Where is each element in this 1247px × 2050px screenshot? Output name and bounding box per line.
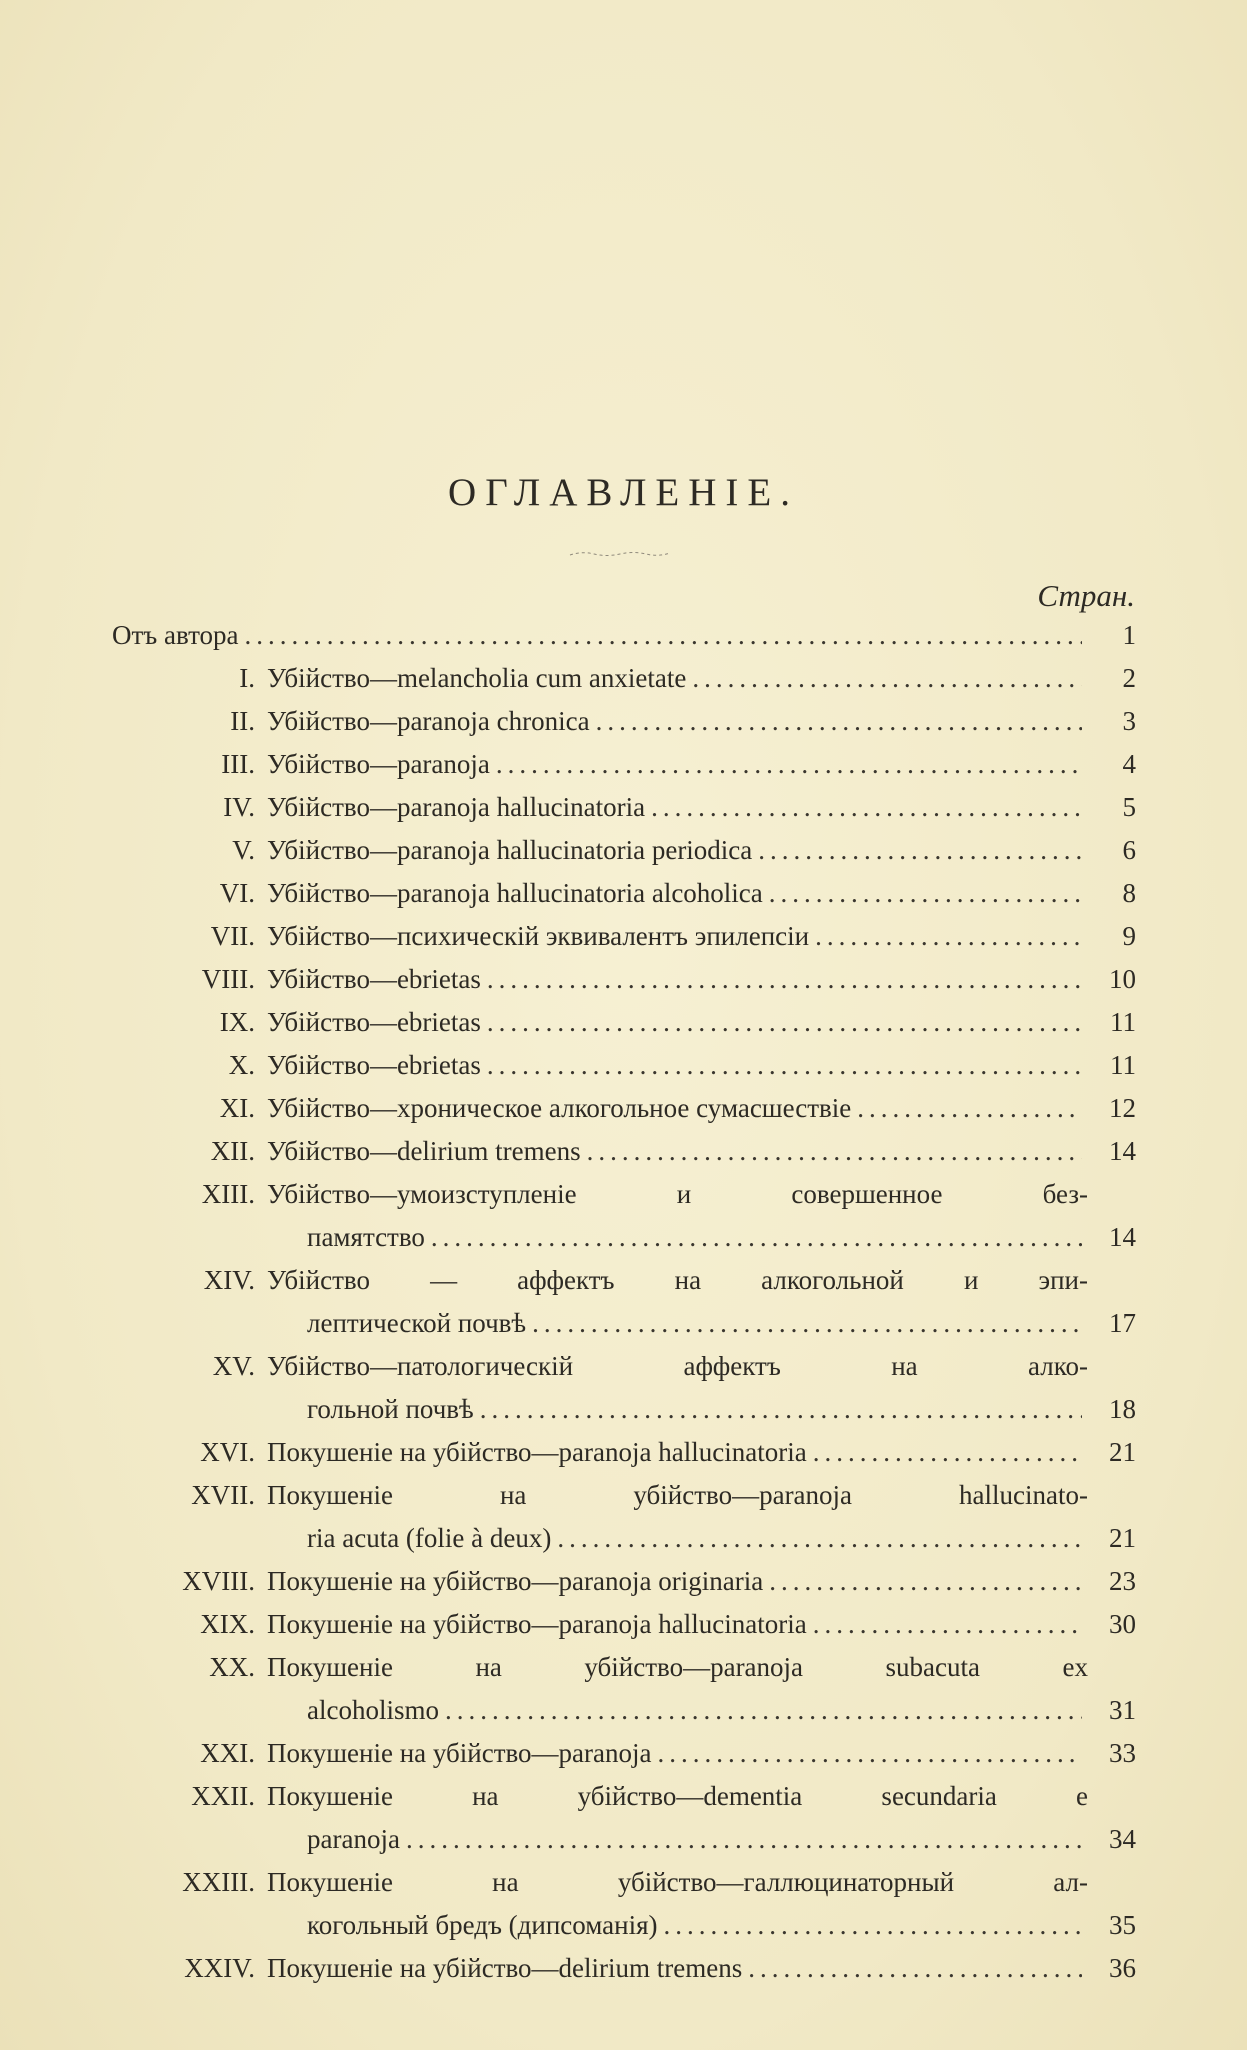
toc-entry: [112, 958, 1136, 1001]
page-number: 12: [1109, 1093, 1136, 1123]
entry-text-container: [267, 1947, 1088, 1990]
entry-text-container: [267, 1861, 1088, 1904]
entry-title: ria acuta (folie à deux): [307, 1523, 552, 1553]
entry-number: I.: [239, 663, 255, 693]
toc-entry: [112, 1388, 1136, 1431]
entry-title: Покушеніе на убійство—paranoja hallucinato-: [267, 1480, 1088, 1510]
page-number: 36: [1109, 1953, 1136, 1983]
page-number: 17: [1109, 1308, 1136, 1338]
dot-leader: [496, 743, 1082, 786]
entry-text-container: [267, 700, 1088, 743]
dot-leader: [557, 1517, 1082, 1560]
page-number: 10: [1109, 964, 1136, 994]
entry-title: Убійство—delirium tremens: [267, 1136, 581, 1166]
entry-number: XXI.: [200, 1738, 255, 1768]
entry-title: Покушеніе на убійство—delirium tremens: [267, 1953, 743, 1983]
page-number: 3: [1122, 706, 1136, 736]
toc-entry: [112, 1474, 1136, 1517]
entry-title: гольной почвѣ: [307, 1394, 474, 1424]
entry-text-container: [267, 1345, 1088, 1388]
toc-entry: [112, 1775, 1136, 1818]
toc-entry: [112, 614, 1136, 657]
dot-leader: [487, 1001, 1082, 1044]
dot-leader: [769, 1560, 1082, 1603]
entry-number: VII.: [210, 921, 255, 951]
entry-number: XV.: [212, 1351, 255, 1381]
entry-text-container: [267, 1904, 1088, 1947]
entry-title: Убійство — аффектъ на алкогольной и эпи-: [267, 1265, 1088, 1295]
toc-entry: [112, 1947, 1136, 1990]
entry-text-container: [267, 786, 1088, 829]
entry-number: V.: [232, 835, 255, 865]
entry-text-container: [267, 1001, 1088, 1044]
dot-leader: [658, 1732, 1083, 1775]
entry-text-container: [267, 872, 1088, 915]
entry-title: Убійство—ebrietas: [267, 964, 481, 994]
toc-entry: [112, 657, 1136, 700]
dot-leader: [813, 1603, 1082, 1646]
toc-entry: [112, 1560, 1136, 1603]
page-column-header: Стран.: [1037, 578, 1135, 613]
entry-title: Отъ автора: [112, 620, 239, 650]
entry-title: Убійство—психическій эквивалентъ эпилепсіи: [267, 921, 810, 951]
entry-text-container: [267, 1775, 1088, 1818]
entry-title: alcoholismo: [307, 1695, 439, 1725]
entry-title: Убійство—paranoja chronica: [267, 706, 590, 736]
entry-number: XIII.: [201, 1179, 255, 1209]
entry-title: Покушеніе на убійство—paranoja hallucinatoria: [267, 1437, 807, 1467]
entry-title: Покушеніе на убійство—paranoja: [267, 1738, 652, 1768]
entry-text-container: [267, 1646, 1088, 1689]
entry-title: Убійство—melancholia cum anxietate: [267, 663, 687, 693]
dot-leader: [815, 915, 1082, 958]
page-number: 5: [1122, 792, 1136, 822]
toc-entry: [112, 1732, 1136, 1775]
entry-number: XX.: [209, 1652, 255, 1682]
entry-number: III.: [221, 749, 255, 779]
dot-leader: [596, 700, 1082, 743]
entry-text-container: [267, 1173, 1088, 1216]
entry-title: Убійство—патологическій аффектъ на алко-: [267, 1351, 1088, 1381]
toc-entry: [112, 786, 1136, 829]
toc-entry: [112, 1861, 1136, 1904]
entry-text-container: [267, 743, 1088, 786]
entry-title: Убійство—paranoja hallucinatoria periodica: [267, 835, 753, 865]
page-number: 9: [1122, 921, 1136, 951]
toc-entry: [112, 1345, 1136, 1388]
page-number: 21: [1109, 1523, 1136, 1553]
entry-number: XXIV.: [184, 1953, 255, 1983]
entry-text-container: [267, 1130, 1088, 1173]
entry-text-container: [267, 958, 1088, 1001]
toc-entry: [112, 1431, 1136, 1474]
entry-number: IV.: [223, 792, 255, 822]
entry-text-container: [267, 1689, 1088, 1732]
entry-text-container: [267, 915, 1088, 958]
entry-title: Покушеніе на убійство—галлюцинаторный ал-: [267, 1867, 1088, 1897]
page-number: 34: [1109, 1824, 1136, 1854]
entry-number: XVI.: [200, 1437, 255, 1467]
dot-leader: [480, 1388, 1082, 1431]
entry-text-container: [267, 1603, 1088, 1646]
dot-leader: [487, 1044, 1082, 1087]
entry-text-container: [267, 1302, 1088, 1345]
toc-entry: [112, 915, 1136, 958]
toc-entry: [112, 1904, 1136, 1947]
dot-leader: [664, 1904, 1082, 1947]
page-number: 6: [1122, 835, 1136, 865]
entry-title: Покушеніе на убійство—paranoja subacuta ex: [267, 1652, 1088, 1682]
entry-text-container: [267, 1818, 1088, 1861]
page-title: ОГЛАВЛЕНІЕ.: [448, 471, 799, 514]
toc-entry: [112, 1044, 1136, 1087]
dot-leader: [487, 958, 1082, 1001]
entry-number: XXIII.: [182, 1867, 255, 1897]
entry-text-container: [267, 1474, 1088, 1517]
entry-text-container: [267, 1431, 1088, 1474]
page-number: 31: [1109, 1695, 1136, 1725]
entry-number: XIV.: [203, 1265, 255, 1295]
dot-leader: [431, 1216, 1082, 1259]
toc-entry: [112, 1130, 1136, 1173]
entry-title: Убійство—paranoja hallucinatoria: [267, 792, 646, 822]
entry-number: VIII.: [201, 964, 255, 994]
toc-entry: [112, 1302, 1136, 1345]
entry-text-container: [267, 657, 1088, 700]
toc-entry: [112, 1689, 1136, 1732]
entry-number: XXII.: [191, 1781, 255, 1811]
entry-title: лептической почвѣ: [307, 1308, 527, 1338]
entry-text-container: [112, 614, 1088, 657]
table-of-contents: [112, 614, 1136, 1990]
entry-title: Покушеніе на убійство—paranoja hallucinatoria: [267, 1609, 807, 1639]
toc-entry: [112, 1517, 1136, 1560]
entry-text-container: [267, 1560, 1088, 1603]
page-number: 4: [1122, 749, 1136, 779]
entry-title: Убійство—умоизступленіе и совершенное без-: [267, 1179, 1088, 1209]
page-number: 30: [1109, 1609, 1136, 1639]
toc-entry: [112, 872, 1136, 915]
page-number: 2: [1122, 663, 1136, 693]
dot-leader: [651, 786, 1082, 829]
page-number: 11: [1110, 1007, 1136, 1037]
toc-entry: [112, 1818, 1136, 1861]
entry-text-container: [267, 1732, 1088, 1775]
entry-number: X.: [228, 1050, 255, 1080]
page-number: 18: [1109, 1394, 1136, 1424]
entry-number: XI.: [219, 1093, 255, 1123]
entry-title: памятство: [307, 1222, 425, 1252]
dot-leader: [692, 657, 1082, 700]
page-number: 11: [1110, 1050, 1136, 1080]
entry-title: paranoja: [307, 1824, 400, 1854]
entry-text-container: [267, 1216, 1088, 1259]
dot-leader: [813, 1431, 1082, 1474]
toc-entry: [112, 1259, 1136, 1302]
dot-leader: [857, 1087, 1082, 1130]
entry-number: VI.: [219, 878, 255, 908]
entry-title: Убійство—хроническое алкогольное сумасшествіе: [267, 1093, 852, 1123]
page-number: 35: [1109, 1910, 1136, 1940]
dot-leader: [748, 1947, 1082, 1990]
dot-leader: [587, 1130, 1082, 1173]
dot-leader: [769, 872, 1082, 915]
page-number: 1: [1122, 620, 1136, 650]
entry-number: XII.: [210, 1136, 255, 1166]
toc-entry: [112, 1087, 1136, 1130]
dot-leader: [445, 1689, 1082, 1732]
page-number: 14: [1109, 1222, 1136, 1252]
entry-number: XIX.: [200, 1609, 255, 1639]
page-number: 21: [1109, 1437, 1136, 1467]
toc-entry: [112, 829, 1136, 872]
entry-text-container: [267, 1087, 1088, 1130]
entry-text-container: [267, 1044, 1088, 1087]
toc-entry: [112, 1001, 1136, 1044]
entry-title: Убійство—ebrietas: [267, 1050, 481, 1080]
entry-title: Покушеніе на убійство—dementia secundaria e: [267, 1781, 1088, 1811]
page-number: 33: [1109, 1738, 1136, 1768]
entry-number: XVII.: [191, 1480, 255, 1510]
toc-entry: [112, 1603, 1136, 1646]
dot-leader: [758, 829, 1082, 872]
title-ornament: [568, 550, 672, 558]
toc-entry: [112, 1216, 1136, 1259]
entry-text-container: [267, 1388, 1088, 1431]
page-number: 8: [1122, 878, 1136, 908]
dot-leader: [245, 614, 1083, 657]
entry-title: Убійство—ebrietas: [267, 1007, 481, 1037]
toc-entry: [112, 700, 1136, 743]
toc-entry: [112, 743, 1136, 786]
entry-text-container: [267, 829, 1088, 872]
entry-title: Убійство—paranoja hallucinatoria alcoholica: [267, 878, 763, 908]
entry-text-container: [267, 1517, 1088, 1560]
entry-title: когольный бредъ (дипсоманія): [307, 1910, 658, 1940]
entry-title: Покушеніе на убійство—paranoja originaria: [267, 1566, 764, 1596]
toc-entry: [112, 1173, 1136, 1216]
page-number: 14: [1109, 1136, 1136, 1166]
page-number: 23: [1109, 1566, 1136, 1596]
entry-text-container: [267, 1259, 1088, 1302]
entry-number: II.: [230, 706, 255, 736]
dot-leader: [532, 1302, 1082, 1345]
dot-leader: [406, 1818, 1082, 1861]
entry-number: IX.: [219, 1007, 255, 1037]
entry-title: Убійство—paranoja: [267, 749, 490, 779]
entry-number: XVIII.: [182, 1566, 255, 1596]
toc-entry: [112, 1646, 1136, 1689]
